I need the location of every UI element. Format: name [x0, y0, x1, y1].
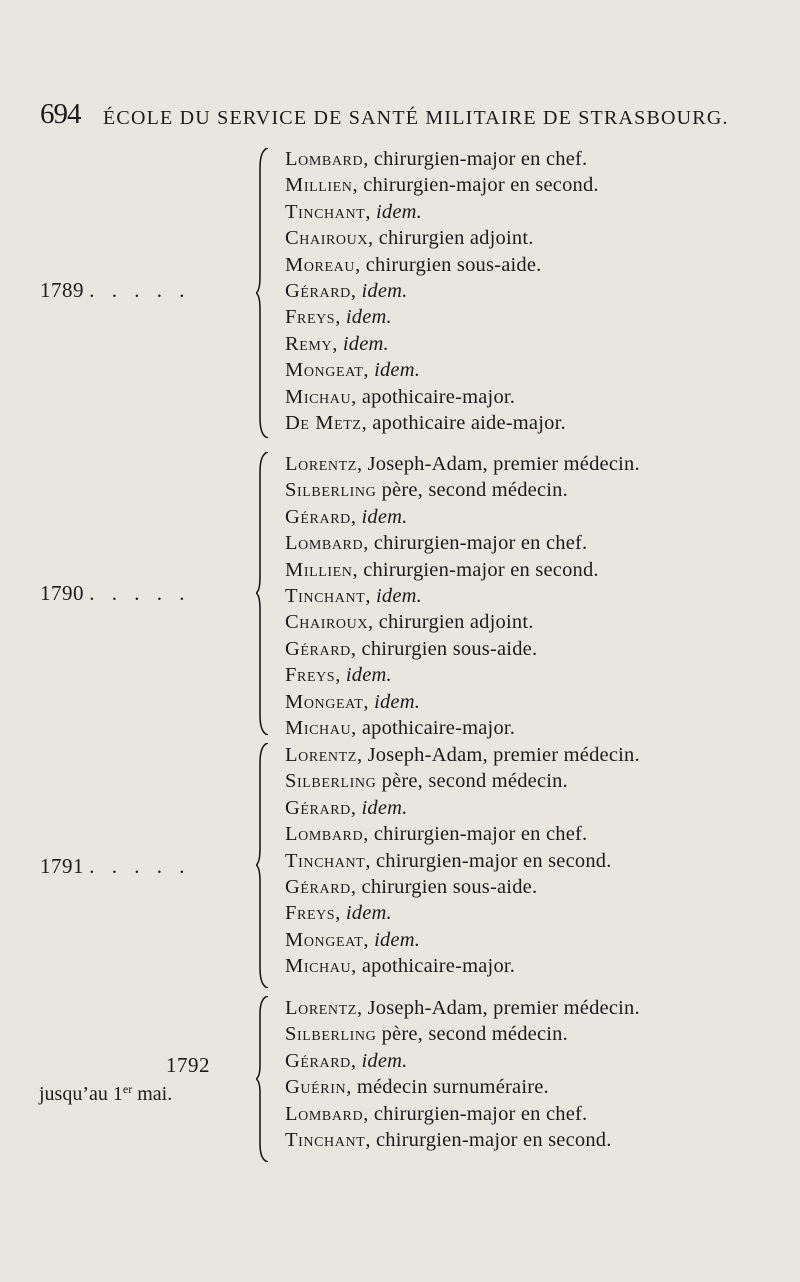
- name-separator: ,: [363, 148, 374, 170]
- person-role: apothicaire-major.: [361, 955, 516, 978]
- person-name: Mongeat: [285, 690, 364, 713]
- person-name: Tinchant: [285, 1128, 366, 1151]
- person-name: Gérard: [285, 796, 351, 819]
- roster-entry: [285, 927, 640, 953]
- roster-entry: [285, 199, 599, 225]
- name-separator: ,: [346, 1076, 357, 1099]
- person-role: idem.: [374, 928, 421, 951]
- person-name: Gérard: [285, 1049, 351, 1072]
- person-name: Moreau: [285, 253, 356, 276]
- person-name: Chairoux: [285, 227, 369, 250]
- person-role: chirurgien-major en chef.: [373, 532, 588, 555]
- entry-list-1791: [285, 742, 640, 980]
- roster-entry: [285, 252, 599, 278]
- person-role: chirurgien-major en second.: [375, 849, 612, 872]
- person-role: père, second médecin.: [381, 770, 568, 793]
- name-separator: ,: [350, 279, 362, 302]
- person-role: père, second médecin.: [381, 479, 568, 502]
- person-name: Tinchant: [285, 849, 366, 872]
- name-separator: ,: [363, 532, 374, 555]
- roster-entry: [285, 410, 599, 436]
- person-name: Freys: [285, 664, 336, 687]
- name-separator: ,: [365, 849, 376, 872]
- roster-entry: [285, 504, 640, 530]
- person-name: Gérard: [285, 637, 351, 660]
- person-role: idem.: [374, 359, 421, 382]
- brace-1789: [256, 148, 270, 438]
- person-name: Tinchant: [285, 200, 366, 223]
- roster-entry: [285, 995, 640, 1021]
- roster-entry: [285, 609, 640, 635]
- running-title: ÉCOLE DU SERVICE DE SANTÉ MILITAIRE DE STRASBOURG.: [103, 107, 729, 129]
- roster-entry: [285, 1074, 640, 1100]
- person-name: Lorentz: [285, 453, 357, 475]
- person-role: idem.: [361, 505, 408, 528]
- name-separator: ,: [351, 716, 362, 739]
- person-role: père, second médecin.: [381, 1023, 568, 1046]
- name-separator: ,: [351, 385, 362, 408]
- roster-entry: [285, 1127, 640, 1153]
- name-separator: ,: [365, 200, 376, 223]
- name-separator: ,: [351, 955, 362, 978]
- roster-entry: [285, 874, 640, 900]
- person-name: Guérin: [285, 1076, 347, 1099]
- roster-entry: [285, 357, 599, 383]
- name-separator: ,: [355, 253, 366, 276]
- roster-entry: [285, 768, 640, 794]
- name-separator: ,: [368, 227, 379, 250]
- person-role: chirurgien sous-aide.: [361, 875, 538, 898]
- person-role: idem.: [375, 584, 422, 607]
- roster-entry: [285, 530, 640, 556]
- name-separator: ,: [363, 928, 375, 951]
- person-role: chirurgien-major en second.: [363, 174, 599, 197]
- name-separator: ,: [361, 411, 373, 434]
- roster-entry: [285, 583, 640, 609]
- person-role: chirurgien-major en chef.: [373, 1102, 588, 1125]
- year-label-1792: 1792: [166, 1053, 210, 1077]
- person-role: chirurgien-major en chef.: [373, 148, 588, 170]
- person-role: apothicaire-major.: [361, 716, 516, 739]
- person-role: apothicaire-major.: [361, 385, 516, 408]
- name-separator: ,: [352, 174, 364, 197]
- name-separator: ,: [335, 664, 346, 687]
- roster-entry: [285, 1021, 640, 1047]
- year-label-1789: 1789 . . . . .: [40, 278, 191, 302]
- year-label-1790: 1790 . . . . .: [40, 581, 191, 605]
- name-separator: ,: [350, 796, 362, 819]
- roster-entry: [285, 821, 640, 847]
- roster-entry: [285, 278, 599, 304]
- person-role: idem.: [345, 902, 392, 925]
- person-role: Joseph-Adam, premier médecin.: [367, 997, 640, 1019]
- person-role: idem.: [375, 200, 422, 223]
- person-role: chirurgien adjoint.: [378, 227, 534, 250]
- person-role: chirurgien-major en chef.: [373, 823, 588, 846]
- person-name: Michau: [285, 385, 352, 408]
- roster-entry: [285, 331, 599, 357]
- name-separator: ,: [363, 359, 375, 382]
- person-name: Lombard: [285, 532, 364, 555]
- roster-entry: [285, 715, 640, 741]
- person-role: chirurgien adjoint.: [378, 611, 534, 634]
- person-name: Mongeat: [285, 359, 364, 382]
- person-name: Silberling: [285, 770, 377, 793]
- person-name: Tinchant: [285, 584, 366, 607]
- person-name: Gérard: [285, 279, 351, 302]
- person-name: Michau: [285, 955, 352, 978]
- person-name: Lombard: [285, 148, 364, 170]
- person-name: Freys: [285, 306, 336, 329]
- person-role: chirurgien-major en second.: [363, 558, 599, 581]
- person-role: Joseph-Adam, premier médecin.: [367, 453, 640, 475]
- person-role: idem.: [345, 664, 392, 687]
- person-name: Lombard: [285, 823, 364, 846]
- person-name: Silberling: [285, 1023, 377, 1046]
- entry-list-1792: [285, 995, 640, 1153]
- brace-1790: [256, 452, 270, 735]
- name-separator: ,: [335, 902, 346, 925]
- roster-entry: [285, 900, 640, 926]
- name-separator: ,: [365, 1128, 376, 1151]
- roster-entry: [285, 477, 640, 503]
- person-role: apothicaire aide-major.: [372, 411, 566, 434]
- person-role: chirurgien sous-aide.: [365, 253, 542, 276]
- brace-1792: [256, 996, 270, 1162]
- entry-list-1790: [285, 451, 640, 741]
- person-role: idem.: [342, 332, 389, 355]
- person-role: idem.: [345, 306, 392, 329]
- name-separator: ,: [363, 1102, 374, 1125]
- person-name: Silberling: [285, 479, 377, 502]
- name-separator: ,: [352, 558, 364, 581]
- person-name: Chairoux: [285, 611, 369, 634]
- person-name: De Metz: [285, 411, 362, 434]
- name-separator: ,: [365, 584, 376, 607]
- person-name: Gérard: [285, 875, 351, 898]
- name-separator: ,: [350, 1049, 362, 1072]
- roster-entry: [285, 1048, 640, 1074]
- entry-list-1789: [285, 146, 599, 436]
- person-name: Gérard: [285, 505, 351, 528]
- roster-entry: [285, 557, 640, 583]
- person-name: Remy: [285, 332, 333, 355]
- roster-entry: [285, 689, 640, 715]
- brace-1791: [256, 743, 270, 988]
- roster-entry: [285, 795, 640, 821]
- person-role: chirurgien-major en second.: [375, 1128, 612, 1151]
- roster-entry: [285, 172, 599, 198]
- person-name: Millien: [285, 558, 353, 581]
- name-separator: ,: [356, 997, 368, 1019]
- name-separator: ,: [363, 690, 375, 713]
- person-name: Lorentz: [285, 997, 357, 1019]
- roster-entry: [285, 662, 640, 688]
- person-role: médecin surnuméraire.: [356, 1076, 549, 1099]
- roster-entry: [285, 304, 599, 330]
- roster-entry: [285, 848, 640, 874]
- person-name: Millien: [285, 174, 353, 197]
- person-name: Michau: [285, 716, 352, 739]
- person-role: chirurgien sous-aide.: [361, 637, 538, 660]
- roster-entry: [285, 384, 599, 410]
- name-separator: ,: [350, 505, 362, 528]
- roster-entry: [285, 146, 599, 172]
- person-name: Freys: [285, 902, 336, 925]
- person-role: idem.: [361, 796, 408, 819]
- roster-entry: [285, 451, 640, 477]
- name-separator: ,: [350, 875, 362, 898]
- person-name: Lombard: [285, 1102, 364, 1125]
- name-separator: ,: [368, 611, 379, 634]
- person-name: Lorentz: [285, 744, 357, 766]
- person-role: idem.: [361, 1049, 408, 1072]
- name-separator: ,: [356, 453, 368, 475]
- person-name: Mongeat: [285, 928, 364, 951]
- roster-entry: [285, 742, 640, 768]
- name-separator: ,: [363, 823, 374, 846]
- name-separator: ,: [350, 637, 362, 660]
- person-role: Joseph-Adam, premier médecin.: [367, 744, 640, 766]
- name-separator: ,: [335, 306, 346, 329]
- person-role: idem.: [361, 279, 408, 302]
- roster-entry: [285, 636, 640, 662]
- name-separator: ,: [332, 332, 343, 355]
- page-number: 694: [40, 98, 81, 130]
- year-sublabel-1792: jusqu’au 1er mai.: [39, 1082, 173, 1105]
- roster-entry: [285, 953, 640, 979]
- roster-entry: [285, 225, 599, 251]
- year-label-1791: 1791 . . . . .: [40, 854, 191, 878]
- name-separator: ,: [356, 744, 368, 766]
- roster-entry: [285, 1101, 640, 1127]
- person-role: idem.: [374, 690, 421, 713]
